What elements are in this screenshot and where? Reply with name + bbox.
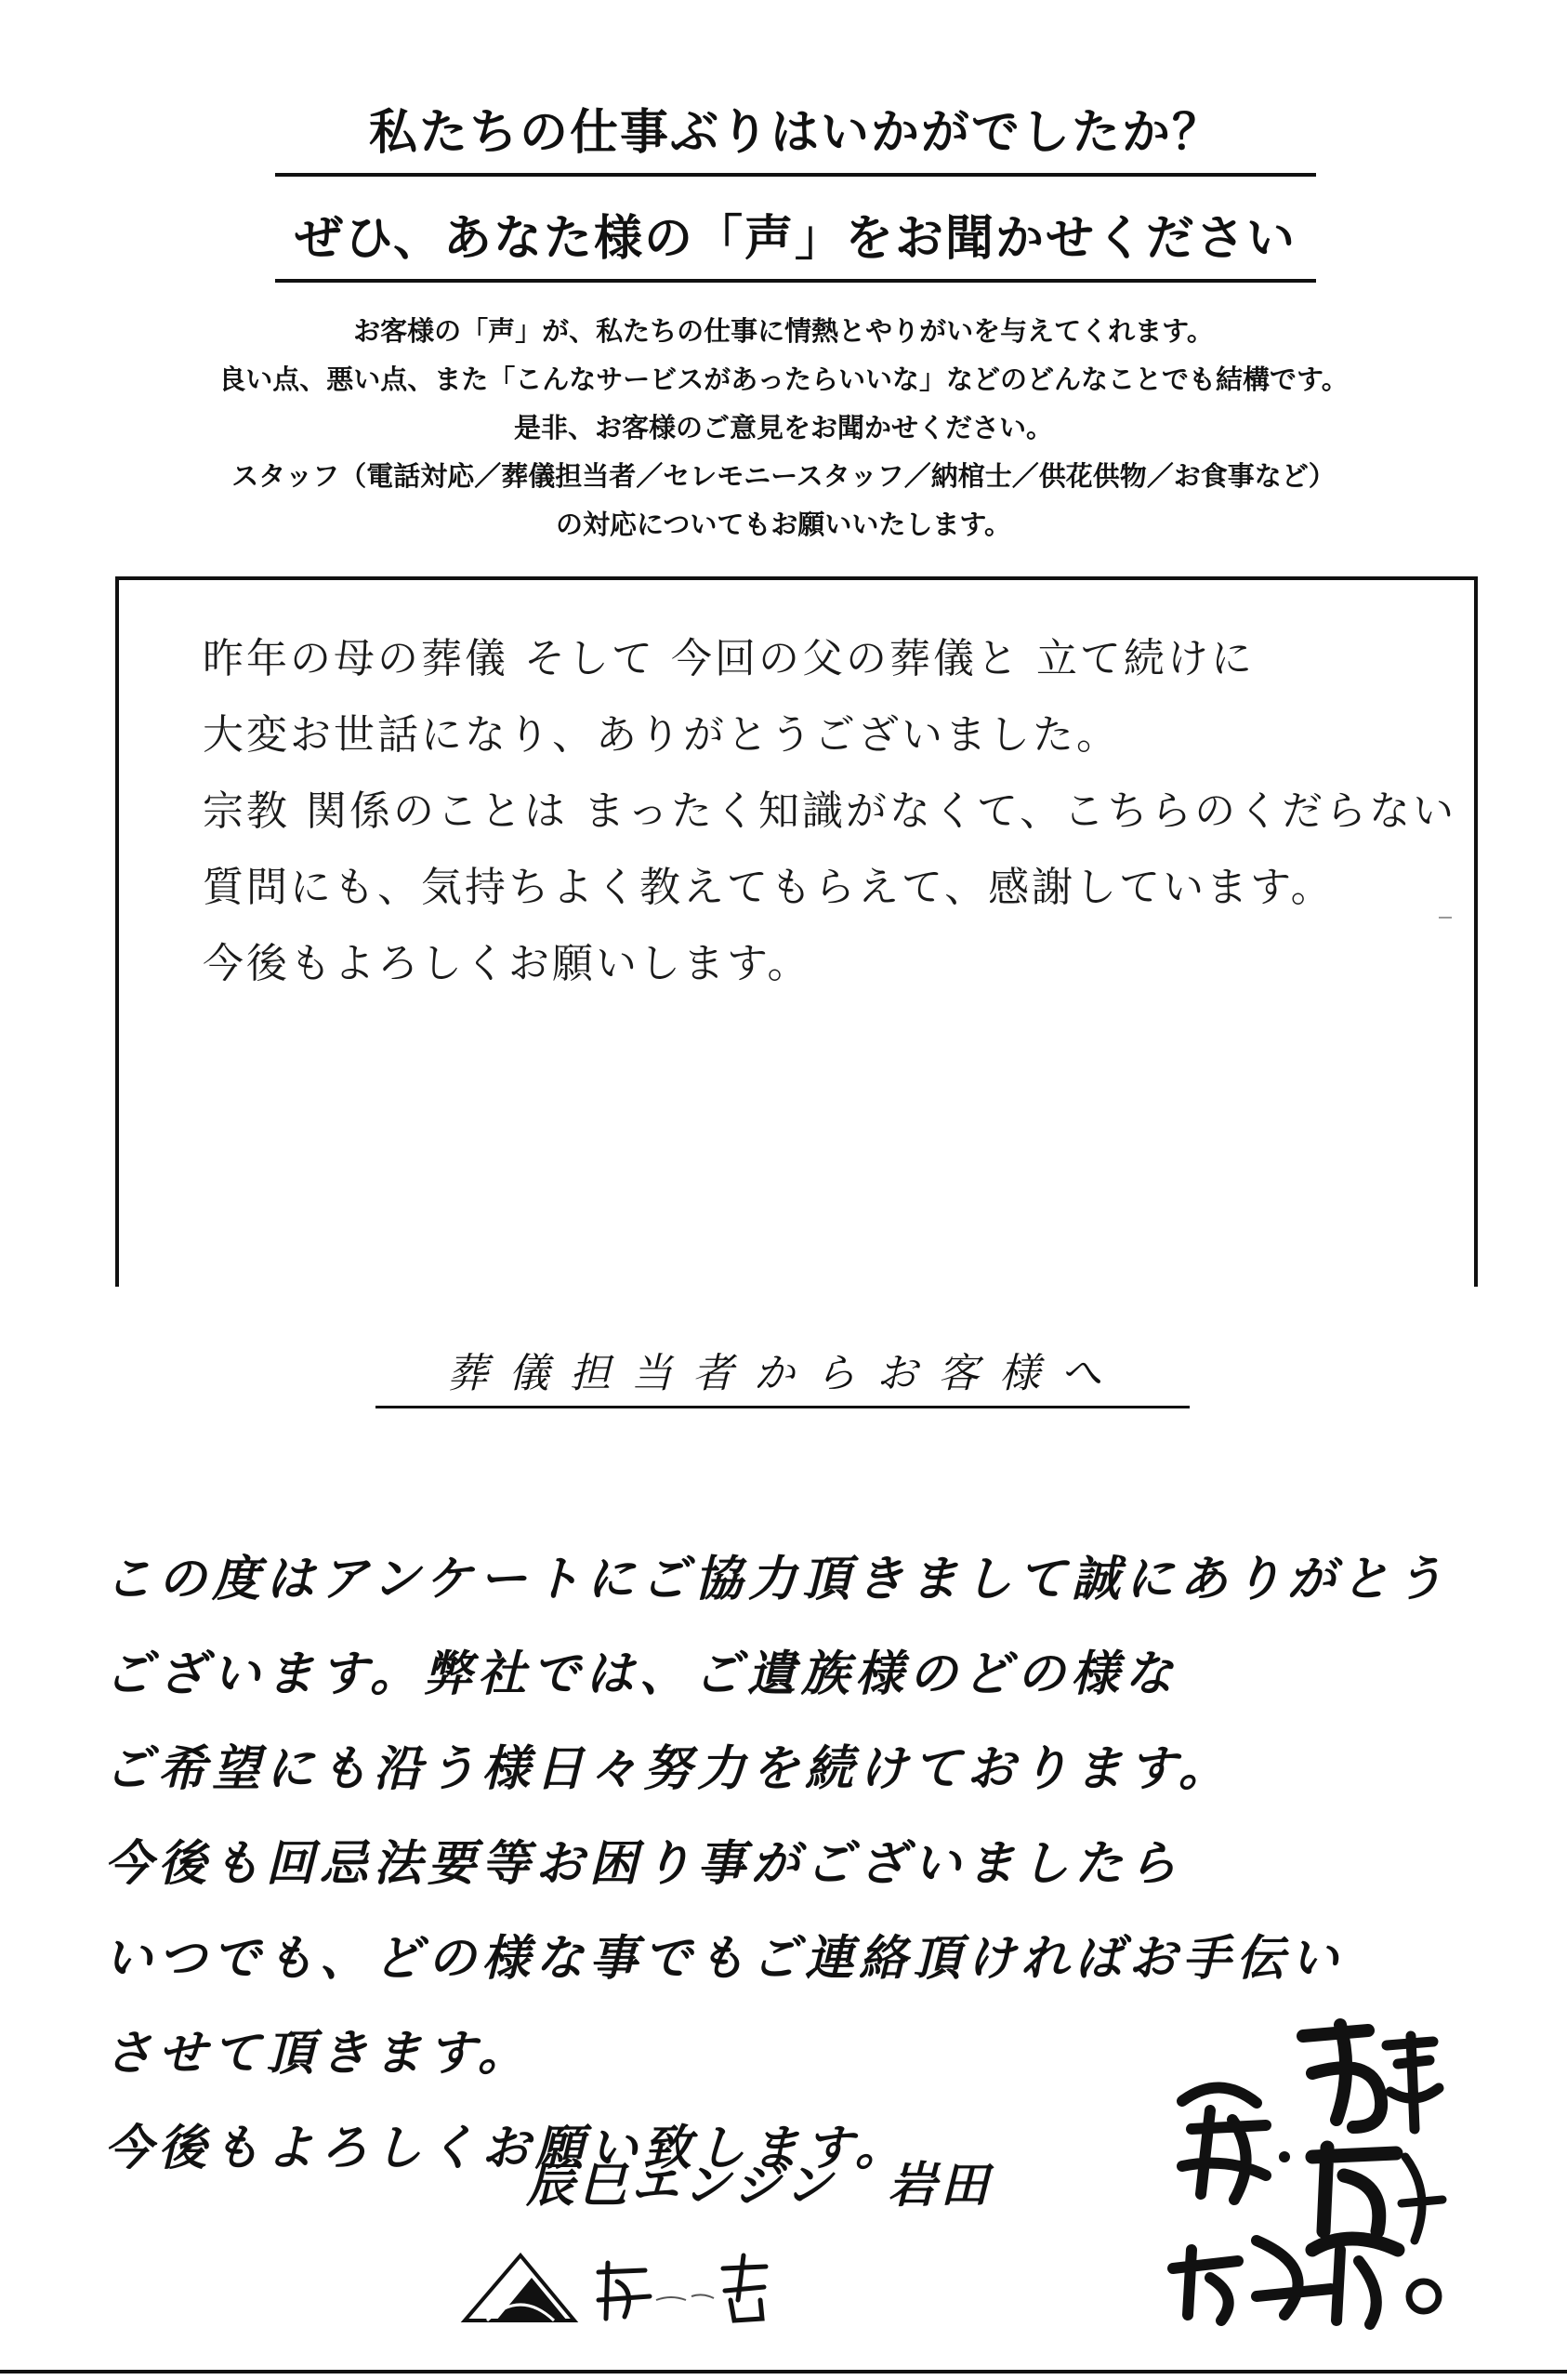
customer-comment-line: 大変お世話になり、ありがとうございました。 xyxy=(203,711,1120,759)
title-underline xyxy=(275,173,1316,177)
staff-heading-underline xyxy=(375,1406,1190,1408)
thank-you-stamp xyxy=(1154,2017,1452,2334)
staff-reply-line: させて頂きます。 xyxy=(104,2026,532,2082)
staff-reply-line: 今後も回忌法要等お困り事がございましたら xyxy=(104,1836,1183,1892)
customer-comment-line: 質問にも、気持ちよく教えてもらえて、感謝しています。 xyxy=(203,864,1335,911)
customer-comment-line: 宗教 関係のことは まったく知識がなくて、こちらのくだらない xyxy=(203,787,1457,835)
customer-comment xyxy=(203,621,1457,1002)
company-logo xyxy=(459,2235,771,2328)
staff-reply-line: この度はアンケートにご協力頂きまして誠にありがとう xyxy=(104,1552,1449,1607)
intro-line: 良い点、悪い点、また「こんなサービスがあったらいいな」などのどんなことでも結構です。 xyxy=(218,364,1349,395)
intro-line: スタッフ（電話対応／葬儀担当者／セレモニースタッフ／納棺士／供花供物／お食事など） xyxy=(231,460,1336,492)
page-subtitle: ぜひ、あなた様の「声」をお聞かせください xyxy=(295,210,1297,267)
page-title: 私たちの仕事ぶりはいかがでしたか？ xyxy=(368,104,1222,161)
staff-signature: 辰巳エンジン 岩田 xyxy=(526,2158,993,2214)
intro-line: お客様の「声」が、私たちの仕事に情熱とやりがいを与えてくれます。 xyxy=(353,315,1214,347)
customer-comment-line: 今後もよろしくお願いします。 xyxy=(203,940,811,987)
staff-reply-line: いつでも、どの様な事でもご連絡頂ければお手伝い xyxy=(104,1931,1345,1987)
staff-section-heading: 葬儀担当者からお客様へ xyxy=(447,1350,1122,1397)
subtitle-underline xyxy=(275,279,1316,283)
intro-line: の対応についてもお願いいたします。 xyxy=(555,509,1012,540)
scan-edge-line xyxy=(0,2370,1567,2373)
staff-reply-line: 今後もよろしくお願い致します。 xyxy=(104,2121,909,2176)
staff-reply-line: ご希望にも沿う様日々努力を続けております。 xyxy=(104,1741,1232,1797)
staff-reply-line: ございます。弊社では、ご遺族様のどの様な xyxy=(104,1646,1179,1702)
intro-line: 是非、お客様のご意見をお聞かせください。 xyxy=(513,412,1053,443)
customer-comment-line: 昨年の母の葬儀 そして 今回の父の葬儀と 立て続けに xyxy=(203,635,1255,682)
intro-text xyxy=(112,307,1455,549)
